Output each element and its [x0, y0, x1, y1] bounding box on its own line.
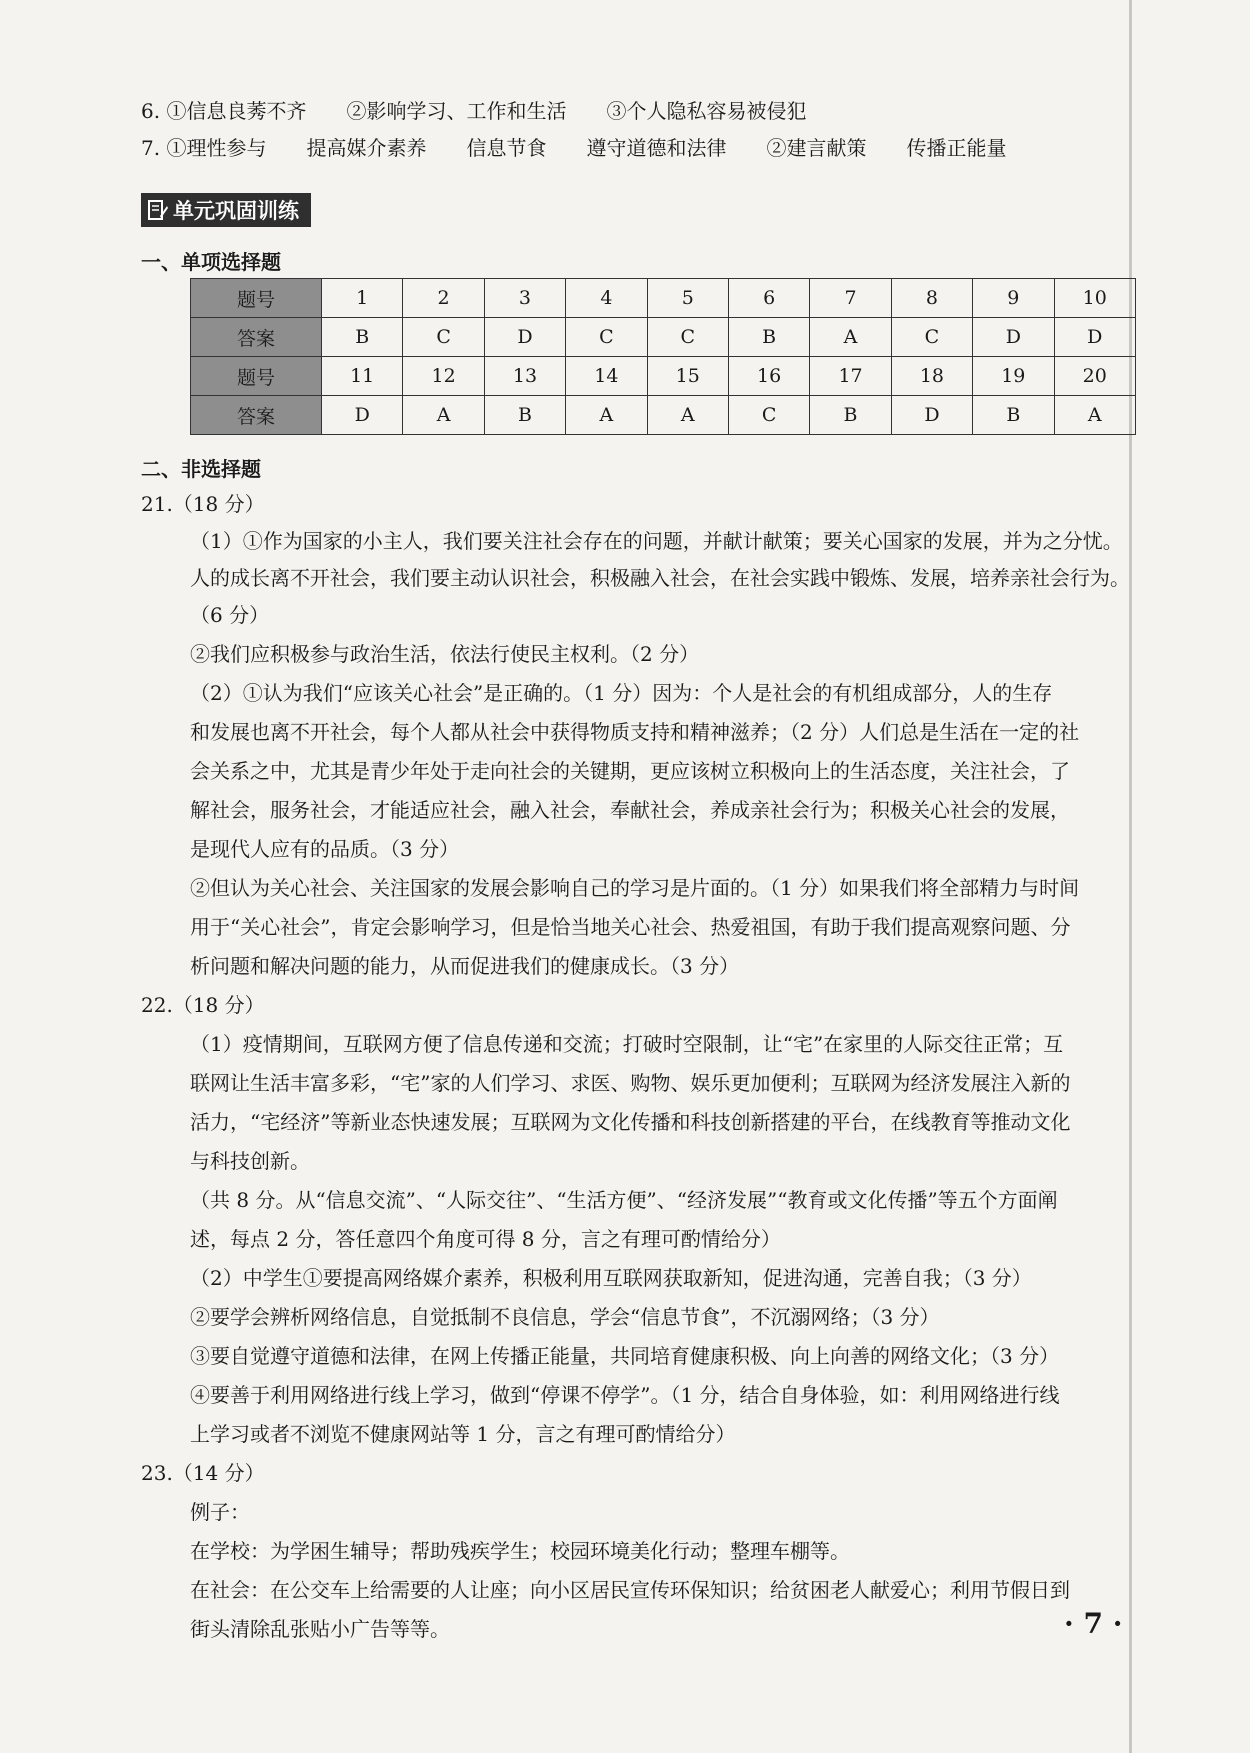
text-line: 上学习或者不浏览不健康网站等 1 分，言之有理可酌情给分）	[190, 1422, 736, 1446]
answer-cell: A	[810, 318, 891, 357]
answer-cell: B	[973, 396, 1054, 435]
text-line: 解社会，服务社会，才能适应社会，融入社会，奉献社会，养成亲社会行为；积极关心社会的发展，	[190, 798, 1070, 822]
answer-table	[190, 278, 1136, 435]
question-number: 11	[322, 357, 403, 396]
question-number: 10	[1054, 279, 1135, 318]
answer-cell: D	[1054, 318, 1135, 357]
answer-cell: D	[484, 318, 565, 357]
text-line: 街头清除乱张贴小广告等等。	[190, 1617, 450, 1641]
row-label-answer: 答案	[191, 318, 322, 357]
answer-cell: B	[484, 396, 565, 435]
answer-cell: B	[322, 318, 403, 357]
row-label-answer: 答案	[191, 396, 322, 435]
answer-cell: B	[728, 318, 809, 357]
page-number: · 7 ·	[1064, 1607, 1123, 1640]
question-number: 18	[891, 357, 972, 396]
answer-cell: D	[973, 318, 1054, 357]
section-title: 单元巩固训练	[173, 198, 299, 223]
text-line: ③要自觉遵守道德和法律，在网上传播正能量，共同培育健康积极、向上向善的网络文化；（3 分）	[190, 1344, 1060, 1368]
answer-cell: A	[403, 396, 484, 435]
table-row	[191, 279, 1136, 318]
answer-cell: D	[891, 396, 972, 435]
answer-cell: C	[566, 318, 647, 357]
text-line: （共 8 分。从“信息交流”、“人际交往”、“生活方便”、“经济发展”“教育或文化传播”等五个方面阐	[190, 1188, 1058, 1212]
question-number: 2	[403, 279, 484, 318]
text-line: 述，每点 2 分，答任意四个角度可得 8 分，言之有理可酌情给分）	[190, 1227, 781, 1251]
table-row	[191, 318, 1136, 357]
question-label: 23.（14 分）	[141, 1461, 265, 1485]
answer-cell: C	[728, 396, 809, 435]
question-number: 5	[647, 279, 728, 318]
answer-cell: C	[647, 318, 728, 357]
question-number: 1	[322, 279, 403, 318]
question-number: 3	[484, 279, 565, 318]
answer-cell: C	[891, 318, 972, 357]
page-edge	[1129, 0, 1132, 1753]
question-number: 13	[484, 357, 565, 396]
section-banner	[141, 193, 311, 227]
question-number: 9	[973, 279, 1054, 318]
question-number: 6	[728, 279, 809, 318]
text-line: 会关系之中，尤其是青少年处于走向社会的关键期，更应该树立积极向上的生活态度，关注社会，了	[190, 759, 1070, 783]
text-line: ②我们应积极参与政治生活，依法行使民主权利。（2 分）	[190, 642, 700, 666]
answer-line-7: 7. ①理性参与 提高媒介素养 信息节食 遵守道德和法律 ②建言献策 传播正能量	[141, 136, 1007, 160]
question-number: 20	[1054, 357, 1135, 396]
text-line: 和发展也离不开社会，每个人都从社会中获得物质支持和精神滋养；（2 分）人们总是生活在一定的社	[190, 720, 1080, 744]
text-line: （6 分）	[190, 603, 270, 627]
text-line: 在社会：在公交车上给需要的人让座；向小区居民宣传环保知识；给贫困老人献爱心；利用节假日到	[190, 1578, 1070, 1602]
question-label: 22.（18 分）	[141, 993, 265, 1017]
text-line: 活力，“宅经济”等新业态快速发展；互联网为文化传播和科技创新搭建的平台，在线教育等推动文化	[190, 1110, 1071, 1134]
question-number: 19	[973, 357, 1054, 396]
text-line: 在学校：为学困生辅导；帮助残疾学生；校园环境美化行动；整理车棚等。	[190, 1539, 850, 1563]
text-line: 析问题和解决问题的能力，从而促进我们的健康成长。（3 分）	[190, 954, 740, 978]
text-line: 是现代人应有的品质。（3 分）	[190, 837, 460, 861]
table-row	[191, 396, 1136, 435]
answer-cell: C	[403, 318, 484, 357]
text-line: ②要学会辨析网络信息，自觉抵制不良信息，学会“信息节食”，不沉溺网络；（3 分）	[190, 1305, 940, 1329]
question-number: 16	[728, 357, 809, 396]
text-line: ④要善于利用网络进行线上学习，做到“停课不停学”。（1 分，结合自身体验，如：利用网络进行线	[190, 1383, 1060, 1407]
question-number: 7	[810, 279, 891, 318]
question-number: 12	[403, 357, 484, 396]
answer-line-6: 6. ①信息良莠不齐 ②影响学习、工作和生活 ③个人隐私容易被侵犯	[141, 99, 807, 123]
text-line: 用于“关心社会”，肯定会影响学习，但是恰当地关心社会、热爱祖国，有助于我们提高观察问题、分	[190, 915, 1071, 939]
text-line: （2）中学生①要提高网络媒介素养，积极利用互联网获取新知，促进沟通，完善自我；（3 分）	[190, 1266, 1032, 1290]
text-line: 联网让生活丰富多彩，“宅”家的人们学习、求医、购物、娱乐更加便利；互联网为经济发展注入新的	[190, 1071, 1071, 1095]
text-line: （1）①作为国家的小主人，我们要关注社会存在的问题，并献计献策；要关心国家的发展，并为之分忧。	[190, 529, 1123, 553]
answer-cell: A	[566, 396, 647, 435]
answer-cell: A	[647, 396, 728, 435]
row-label-question: 题号	[191, 357, 322, 396]
answer-cell: D	[322, 396, 403, 435]
question-number: 17	[810, 357, 891, 396]
document-edit-icon	[147, 198, 169, 222]
text-line: 人的成长离不开社会，我们要主动认识社会，积极融入社会，在社会实践中锻炼、发展，培养亲社会行为。	[190, 566, 1130, 590]
answer-cell: B	[810, 396, 891, 435]
answer-cell: A	[1054, 396, 1135, 435]
text-line: 例子：	[190, 1500, 250, 1524]
question-number: 4	[566, 279, 647, 318]
part2-heading: 二、非选择题	[141, 457, 261, 481]
table-row	[191, 357, 1136, 396]
text-line: 与科技创新。	[190, 1149, 310, 1173]
question-number: 14	[566, 357, 647, 396]
text-line: （2）①认为我们“应该关心社会”是正确的。（1 分）因为：个人是社会的有机组成部分，人的生存	[190, 681, 1053, 705]
part1-heading: 一、单项选择题	[141, 250, 281, 274]
text-line: （1）疫情期间，互联网方便了信息传递和交流；打破时空限制，让“宅”在家里的人际交往正常；互	[190, 1032, 1064, 1056]
question-label: 21.（18 分）	[141, 492, 265, 516]
row-label-question: 题号	[191, 279, 322, 318]
question-number: 8	[891, 279, 972, 318]
question-number: 15	[647, 357, 728, 396]
text-line: ②但认为关心社会、关注国家的发展会影响自己的学习是片面的。（1 分）如果我们将全部精力与时间	[190, 876, 1080, 900]
